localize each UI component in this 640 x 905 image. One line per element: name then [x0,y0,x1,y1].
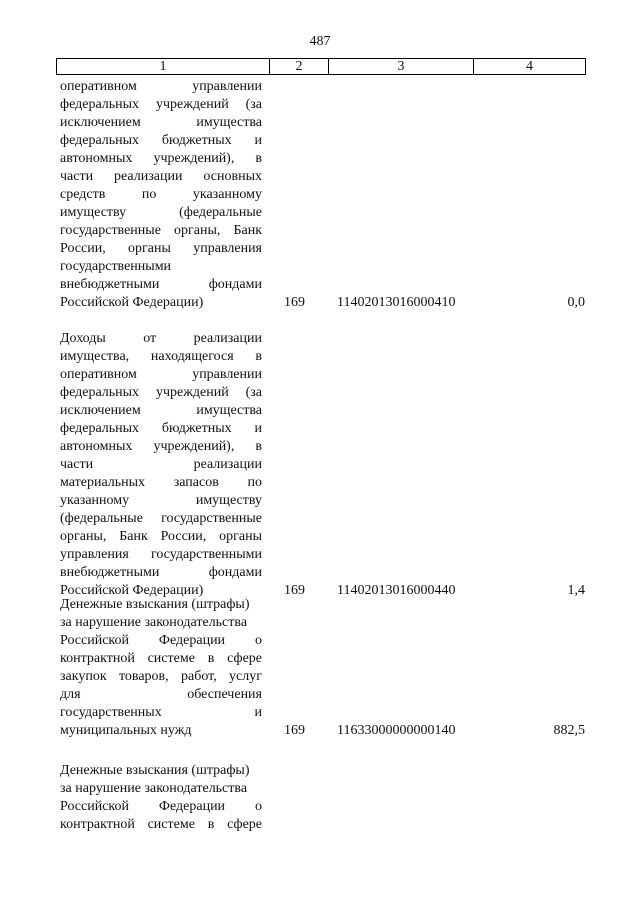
row-code: 169 [284,295,305,310]
description-line: Российской Федерации) [60,583,204,598]
description-line: федеральных бюджетных и [60,133,262,148]
description-line: имуществу (федеральные [60,205,262,220]
description-line: муниципальных нужд [60,723,192,738]
description-line: исключением имущества [60,115,262,130]
header-col-1: 1 [57,59,270,74]
description-line: внебюджетными фондами [60,277,262,292]
description-line: средств по указанному [60,187,262,202]
description-line: Доходы от реализации [60,331,262,346]
row-amount: 1,4 [567,583,585,598]
page-number: 487 [309,34,331,49]
description-line: государственные органы, Банк [60,223,262,238]
description-line: закупок товаров, работ, услуг [60,669,262,684]
table-header [56,58,586,75]
description-line: контрактной системе в сфере [60,651,262,666]
description-line: Российской Федерации о [60,633,262,648]
description-line: указанному имуществу [60,493,262,508]
description-line: федеральных учреждений (за [60,97,262,112]
description-line: для обеспечения [60,687,262,702]
row-code: 169 [284,583,305,598]
row-description [60,330,262,600]
description-line: (федеральные государственные [60,511,262,526]
description-line: контрактной системе в сфере [60,817,262,832]
description-line: Денежные взыскания (штрафы) [60,763,250,778]
description-line: Российской Федерации о [60,799,262,814]
description-line: имущества, находящегося в [60,349,262,364]
description-line: федеральных бюджетных и [60,421,262,436]
description-line: оперативном управлении [60,79,262,94]
description-line: части реализации [60,457,262,472]
header-col-4: 4 [526,59,533,74]
row-kbk: 11402013016000440 [337,583,456,598]
description-line: части реализации основных [60,169,262,184]
description-line: автономных учреждений), в [60,439,262,454]
description-line: материальных запасов по [60,475,262,490]
description-line: исключением имущества [60,403,262,418]
description-line: государственных и [60,705,262,720]
description-line: государственными [60,259,172,274]
description-line: оперативном управлении [60,367,262,382]
row-description [60,78,262,312]
description-line: федеральных учреждений (за [60,385,262,400]
header-col-2: 2 [270,59,329,74]
header-col-3: 3 [329,59,474,74]
description-line: автономных учреждений), в [60,151,262,166]
description-line: Денежные взыскания (штрафы) [60,597,250,612]
description-line: Российской Федерации) [60,295,204,310]
row-code: 169 [284,723,305,738]
row-description [60,762,262,834]
description-line: управления государственными [60,547,262,562]
row-amount: 0,0 [567,295,585,310]
description-line: за нарушение законодательства [60,615,248,630]
description-line: России, органы управления [60,241,262,256]
description-line: внебюджетными фондами [60,565,262,580]
row-kbk: 11402013016000410 [337,295,456,310]
description-line: органы, Банк России, органы [60,529,262,544]
description-line: за нарушение законодательства [60,781,248,796]
row-description [60,596,262,740]
row-kbk: 11633000000000140 [337,723,456,738]
row-amount: 882,5 [553,723,585,738]
